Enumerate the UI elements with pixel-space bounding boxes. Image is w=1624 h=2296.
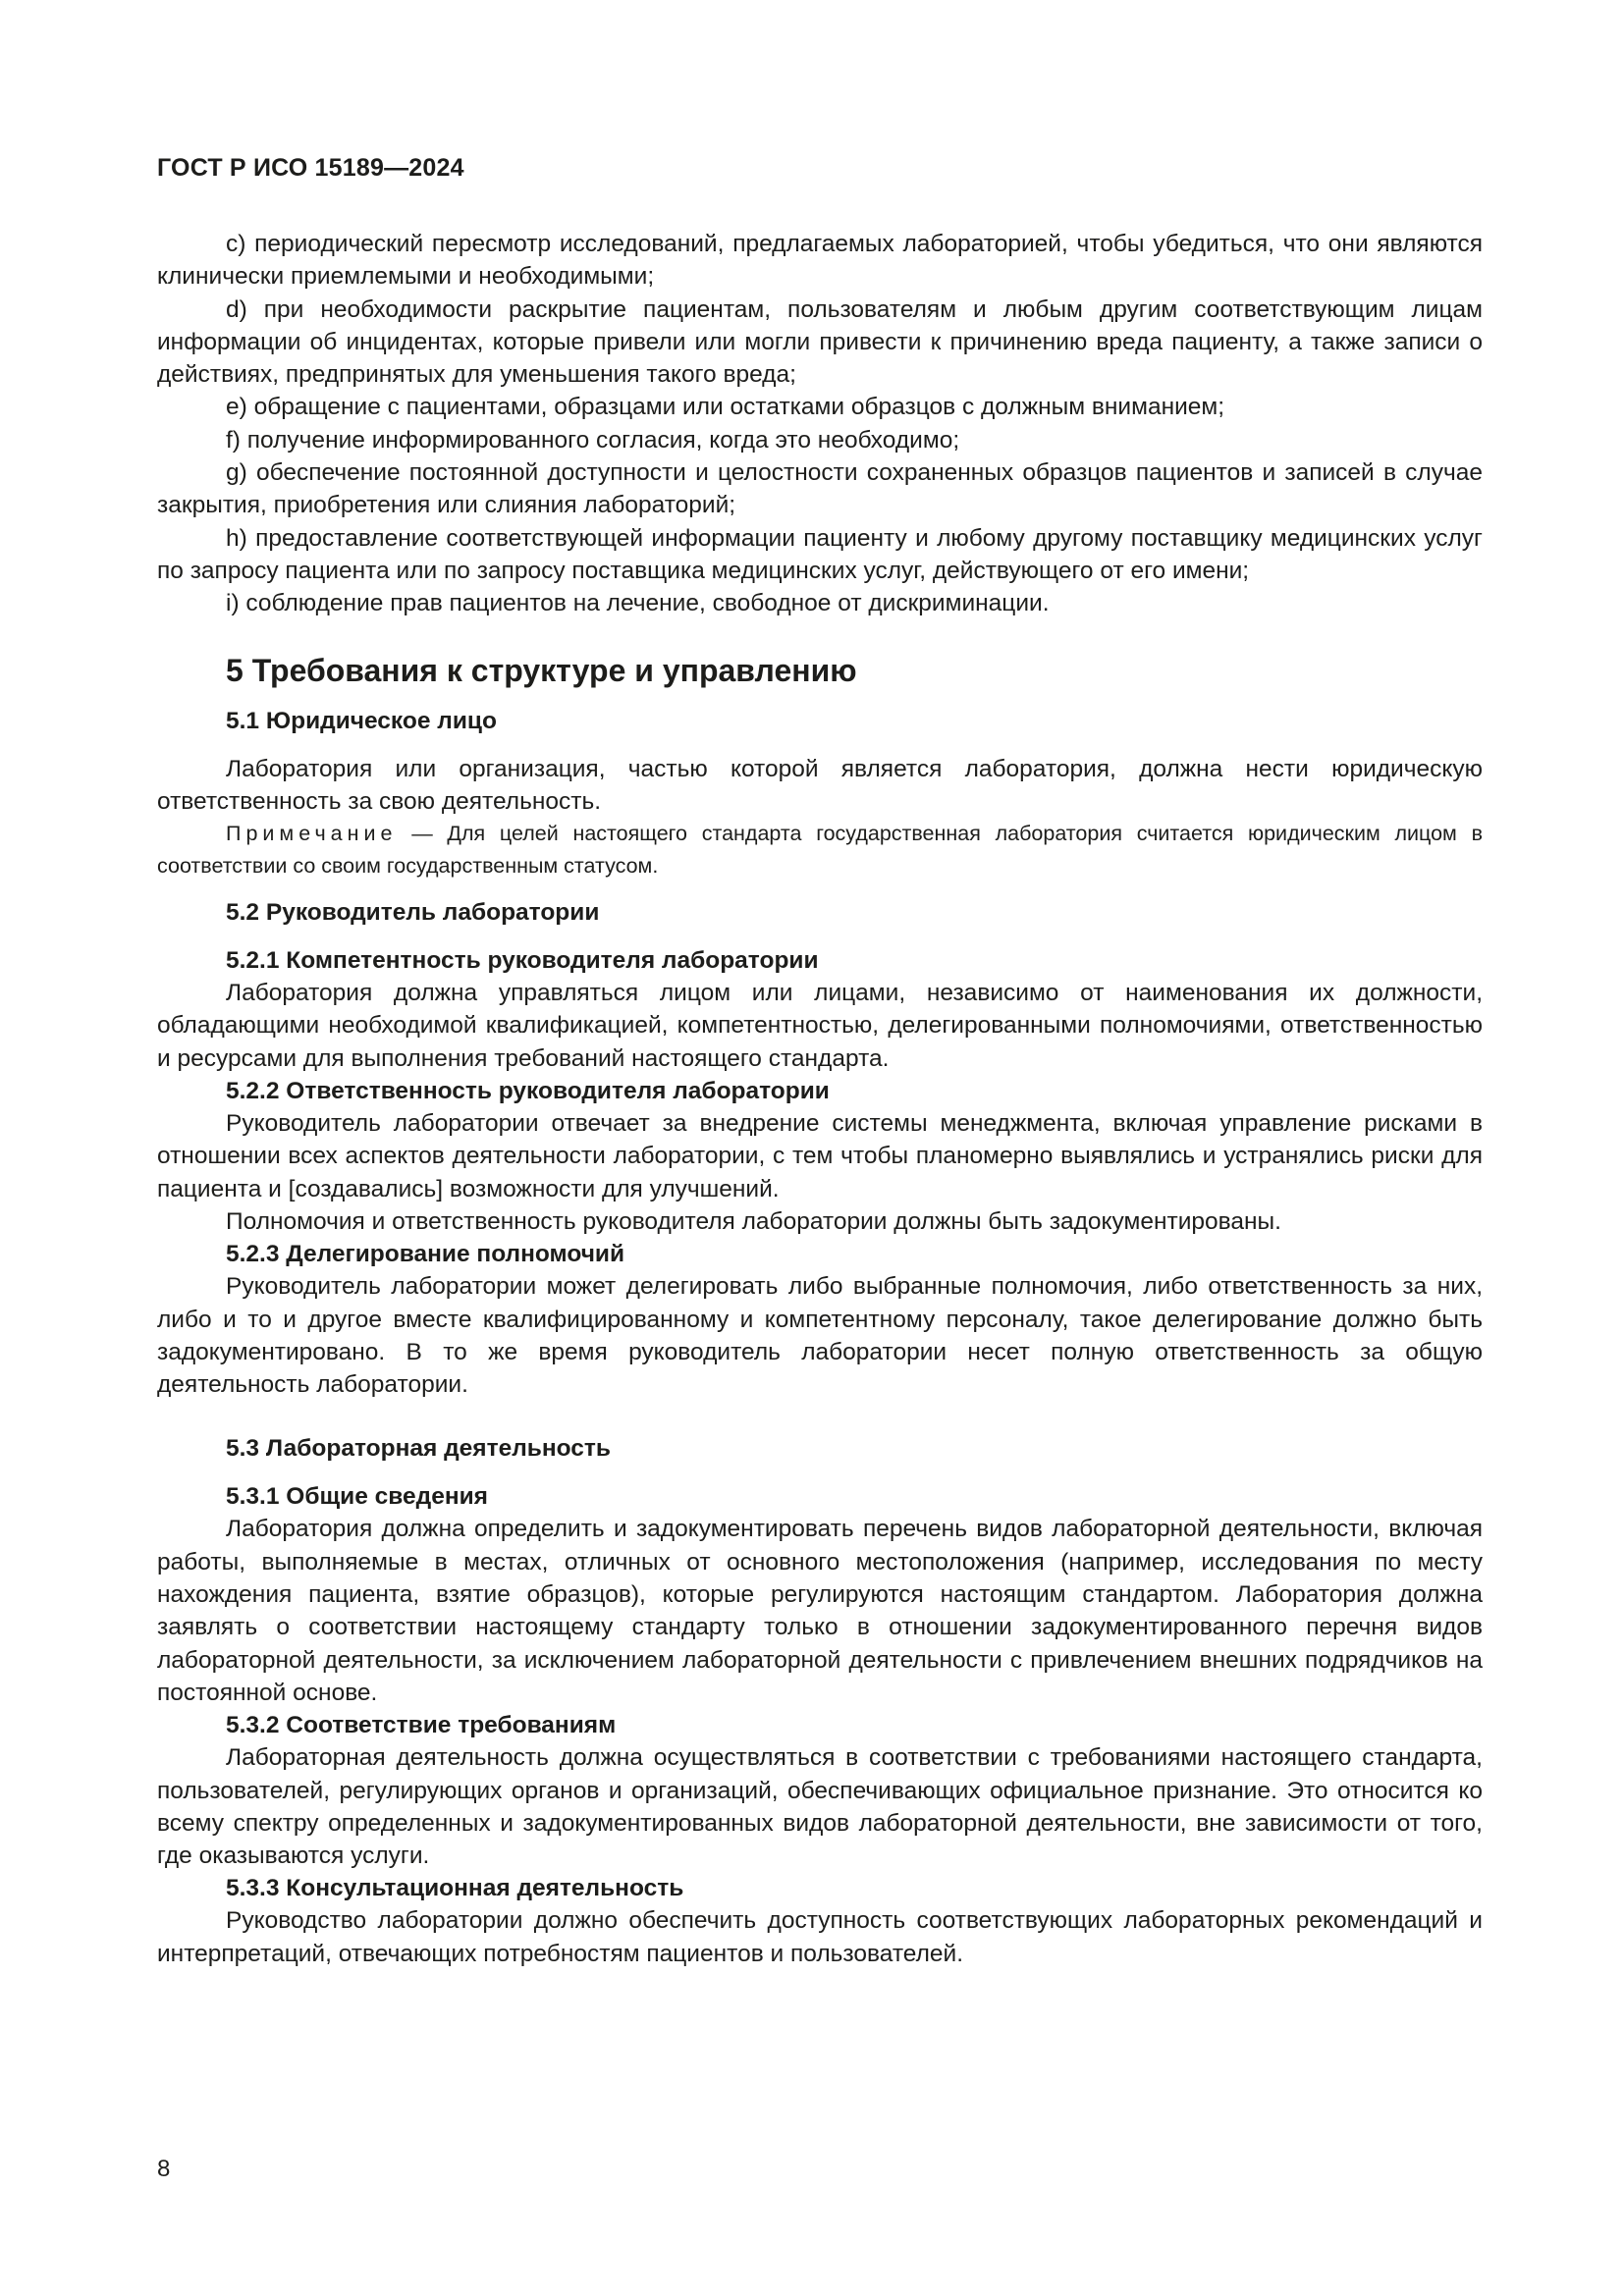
section-5-3-2-text: Лабораторная деятельность должна осуществляться в соответствии с требованиями настоящего стандарта, пользователей, регулирующих органов и организаций, обеспечивающих официальное признание. Это относится ко всему спектру определенных и задокументированных видов лабораторной деятельности, вне зависимости от того, где оказываются услуги. [157, 1744, 1483, 1870]
list-item-c: c) периодический пересмотр исследований, предлагаемых лабораторией, чтобы убедиться, что они являются клинически приемлемыми и необходимыми; [157, 231, 1483, 291]
note-text: — Для целей настоящего стандарта государственная лаборатория считается юридическим лицом в соответствии со своим государственным статусом. [157, 822, 1483, 879]
section-5-2-2-text-2: Полномочия и ответственность руководителя лаборатории должны быть задокументированы. [226, 1207, 1281, 1235]
section-5-3-1-title: 5.3.1 Общие сведения [226, 1483, 488, 1511]
list-item-g: g) обеспечение постоянной доступности и целостности сохраненных образцов пациентов и записей в случае закрытия, приобретения или слияния лабораторий; [157, 459, 1483, 519]
section-5-3-2-title: 5.3.2 Соответствие требованиям [226, 1712, 617, 1739]
list-item-e: e) обращение с пациентами, образцами или остатками образцов с должным вниманием; [226, 394, 1225, 421]
section-5-3-title: 5.3 Лабораторная деятельность [226, 1435, 611, 1463]
spacer [157, 1401, 1483, 1418]
section-5-1-title: 5.1 Юридическое лицо [226, 707, 497, 734]
list-item-f: f) получение информированного согласия, когда это необходимо; [226, 426, 960, 454]
page-content [157, 228, 1483, 1970]
section-5-3-1-text: Лаборатория должна определить и задокументировать перечень видов лабораторной деятельности, включая работы, выполняемые в местах, отличных от основного местоположения (например, исследования по месту нахождения пациента, взятие образцов), которые регулируются настоящим стандартом. Лаборатория должна заявлять о соответствии настоящему стандарту только в отношении задокументированного перечня видов лабораторной деятельности, за исключением лабораторной деятельности с привлечением внешних подрядчиков на постоянной основе. [157, 1516, 1483, 1706]
list-item-h: h) предоставление соответствующей информации пациенту и любому другому поставщику медицинских услуг по запросу пациента или по запросу поставщика медицинских услуг, действующего от его имени; [157, 524, 1483, 584]
standard-header: ГОСТ Р ИСО 15189—2024 [157, 154, 464, 182]
list-item-d: d) при необходимости раскрытие пациентам, пользователям и любым другим соответствующим лицам информации об инцидентах, которые привели или могли привести к причинению вреда пациенту, а также записи о действиях, предпринятых для уменьшения такого вреда; [157, 295, 1483, 389]
section-5-2-title: 5.2 Руководитель лаборатории [226, 899, 600, 927]
note-label: Примечание [226, 822, 398, 846]
section-5-title: 5 Требования к структуре и управлению [226, 652, 857, 688]
list-item-i: i) соблюдение прав пациентов на лечение, свободное от дискриминации. [226, 590, 1050, 617]
note-5-1 [157, 818, 1483, 882]
section-5-3-3-text: Руководство лаборатории должно обеспечить доступность соответствующих лабораторных рекомендаций и интерпретаций, отвечающих потребностям пациентов и пользователей. [157, 1907, 1483, 1967]
section-5-2-2-title: 5.2.2 Ответственность руководителя лаборатории [226, 1078, 830, 1105]
section-5-1-text: Лаборатория или организация, частью которой является лаборатория, должна нести юридическую ответственность за свою деятельность. [157, 755, 1483, 815]
section-5-2-3-title: 5.2.3 Делегирование полномочий [226, 1241, 625, 1268]
section-5-3-3-title: 5.3.3 Консультационная деятельность [226, 1875, 684, 1902]
page-number: 8 [157, 2156, 171, 2182]
section-5-2-2-text-1: Руководитель лаборатории отвечает за внедрение системы менеджмента, включая управление рисками в отношении всех аспектов деятельности лаборатории, с тем чтобы планомерно выявлялись и устранялись риски для пациента и [создавались] возможности для улучшений. [157, 1110, 1483, 1202]
section-5-2-1-text: Лаборатория должна управляться лицом или лицами, независимо от наименования их должности, обладающими необходимой квалификацией, компетентностью, делегированными полномочиями, ответственностью и ресурсами для выполнения требований настоящего стандарта. [157, 980, 1483, 1072]
section-5-2-1-title: 5.2.1 Компетентность руководителя лаборатории [226, 947, 819, 975]
section-5-2-3-text: Руководитель лаборатории может делегировать либо выбранные полномочия, либо ответственность за них, либо и то и другое вместе квалифицированному и компетентному персоналу, такое делегирование должно быть задокументировано. В то же время руководитель лаборатории несет полную ответственность за общую деятельность лаборатории. [157, 1273, 1483, 1399]
